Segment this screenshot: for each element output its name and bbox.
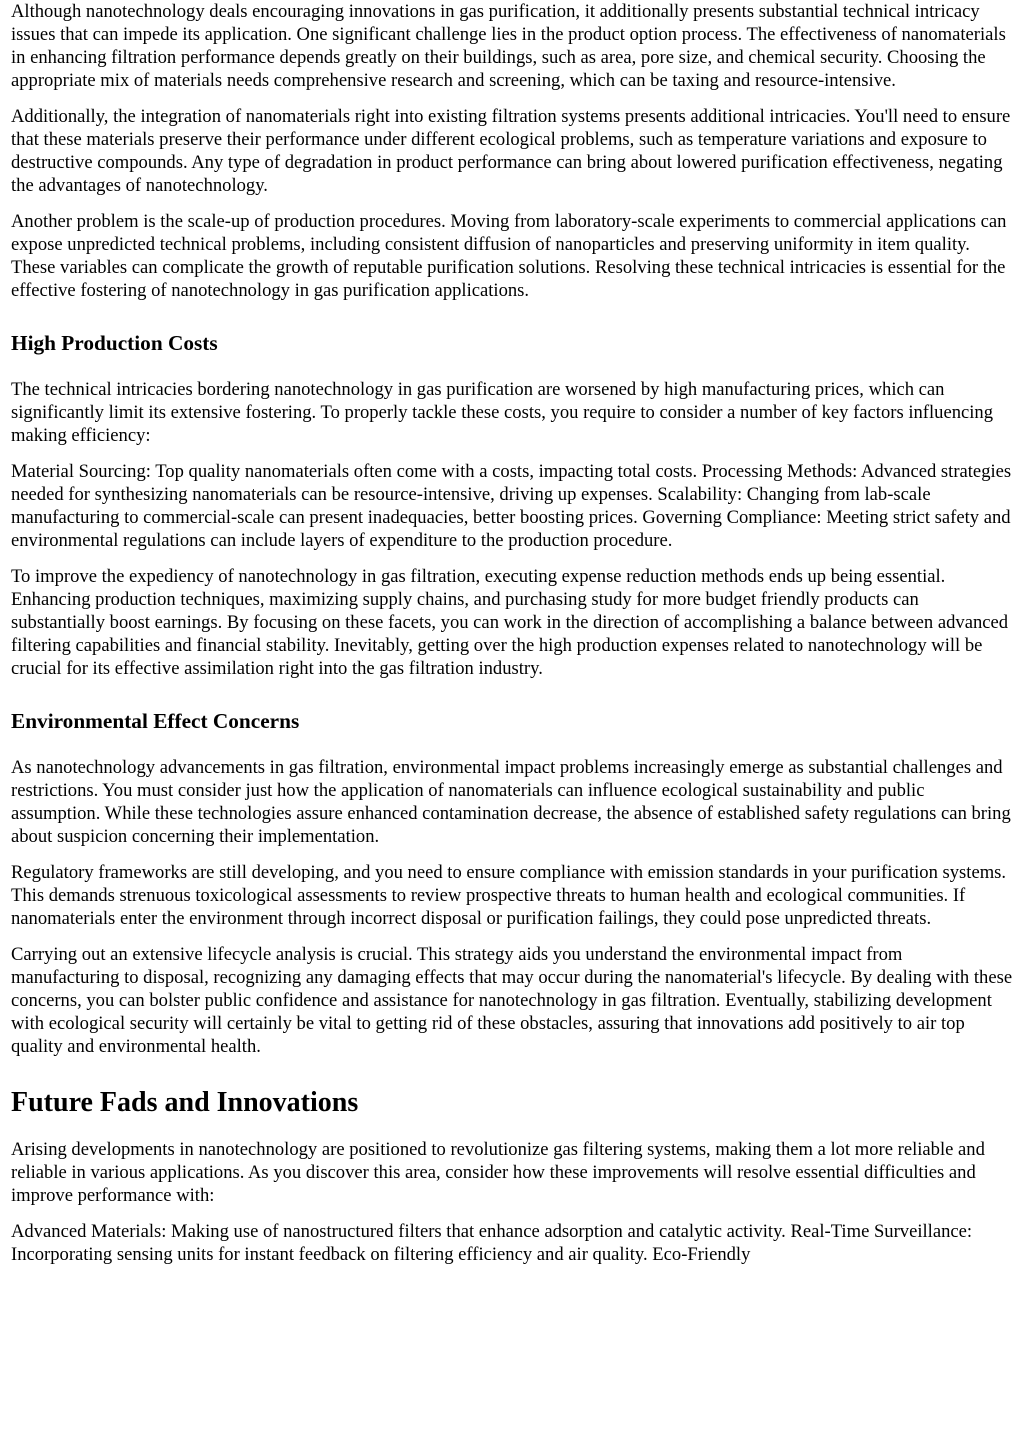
heading-high-production-costs: High Production Costs [11, 331, 218, 355]
paragraph-costs-3: To improve the expediency of nanotechnology in gas filtration, executing expense reduction methods ends up being essential. Enhancing production techniques, maximizing supply chains, and purchasing study for more budget friendly products can substantially boost earnings. By focusing on these facets, you can work in the direction of accomplishing a balance between advanced filtering capabilities and financial stability. Inevitably, getting over the high production expenses related to nanotechnology will be crucial for its effective assimilation right into the gas filtration industry. [11, 566, 1009, 679]
heading-future-fads-and-innovations: Future Fads and Innovations [11, 1087, 359, 1118]
paragraph-environment-3: Carrying out an extensive lifecycle analysis is crucial. This strategy aids you understand the environmental impact from manufacturing to disposal, recognizing any damaging effects that may occur during the nanomaterial's lifecycle. By dealing with these concerns, you can bolster public confidence and assistance for nanotechnology in gas filtration. Eventually, stabilizing development with ecological security will certainly be vital to getting rid of these obstacles, assuring that innovations add positively to air top quality and environmental health. [11, 944, 1013, 1057]
paragraph-intro-1: Although nanotechnology deals encouraging innovations in gas purification, it additionally presents substantial technical intricacy issues that can impede its application. One significant challenge lies in the product option process. The effectiveness of nanomaterials in enhancing filtration performance depends greatly on their buildings, such as area, pore size, and chemical security. Choosing the appropriate mix of materials needs comprehensive research and screening, which can be taxing and resource-intensive. [11, 1, 1006, 91]
paragraph-costs-1: The technical intricacies bordering nanotechnology in gas purification are worsened by high manufacturing prices, which can significantly limit its extensive fostering. To properly tackle these costs, you require to consider a number of key factors influencing making efficiency: [11, 379, 994, 446]
paragraph-environment-2: Regulatory frameworks are still developing, and you need to ensure compliance with emission standards in your purification systems. This demands strenuous toxicological assessments to review prospective threats to human health and ecological communities. If nanomaterials enter the environment through incorrect disposal or purification failings, they could pose unpredicted threats. [11, 862, 1007, 929]
paragraph-future-2: Advanced Materials: Making use of nanostructured filters that enhance adsorption and catalytic activity. Real-Time Surveillance: Incorporating sensing units for instant feedback on filtering efficiency and air quality. Eco-Friendly [11, 1221, 973, 1265]
paragraph-environment-1: As nanotechnology advancements in gas filtration, environmental impact problems increasingly emerge as substantial challenges and restrictions. You must consider just how the application of nanomaterials can influence ecological sustainability and public assumption. While these technologies assure enhanced contamination decrease, the absence of established safety regulations can bring about suspicion concerning their implementation. [11, 757, 1011, 847]
paragraph-intro-2: Additionally, the integration of nanomaterials right into existing filtration systems presents additional intricacies. You'll need to ensure that these materials preserve their performance under different ecological problems, such as temperature variations and exposure to destructive compounds. Any type of degradation in product performance can bring about lowered purification effectiveness, negating the advantages of nanotechnology. [11, 106, 1011, 196]
paragraph-intro-3: Another problem is the scale-up of production procedures. Moving from laboratory-scale experiments to commercial applications can expose unpredicted technical problems, including consistent diffusion of nanoparticles and preserving uniformity in item quality. These variables can complicate the growth of reputable purification solutions. Resolving these technical intricacies is essential for the effective fostering of nanotechnology in gas purification applications. [11, 211, 1007, 301]
paragraph-costs-2: Material Sourcing: Top quality nanomaterials often come with a costs, impacting total costs. Processing Methods: Advanced strategies needed for synthesizing nanomaterials can be resource-intensive, driving up expenses. Scalability: Changing from lab-scale manufacturing to commercial-scale can present inadequacies, better boosting prices. Governing Compliance: Meeting strict safety and environmental regulations can include layers of expenditure to the production procedure. [11, 461, 1012, 551]
paragraph-future-1: Arising developments in nanotechnology are positioned to revolutionize gas filtering systems, making them a lot more reliable and reliable in various applications. As you discover this area, consider how these improvements will resolve essential difficulties and improve performance with: [11, 1139, 985, 1206]
heading-environmental-effect-concerns: Environmental Effect Concerns [11, 709, 300, 733]
